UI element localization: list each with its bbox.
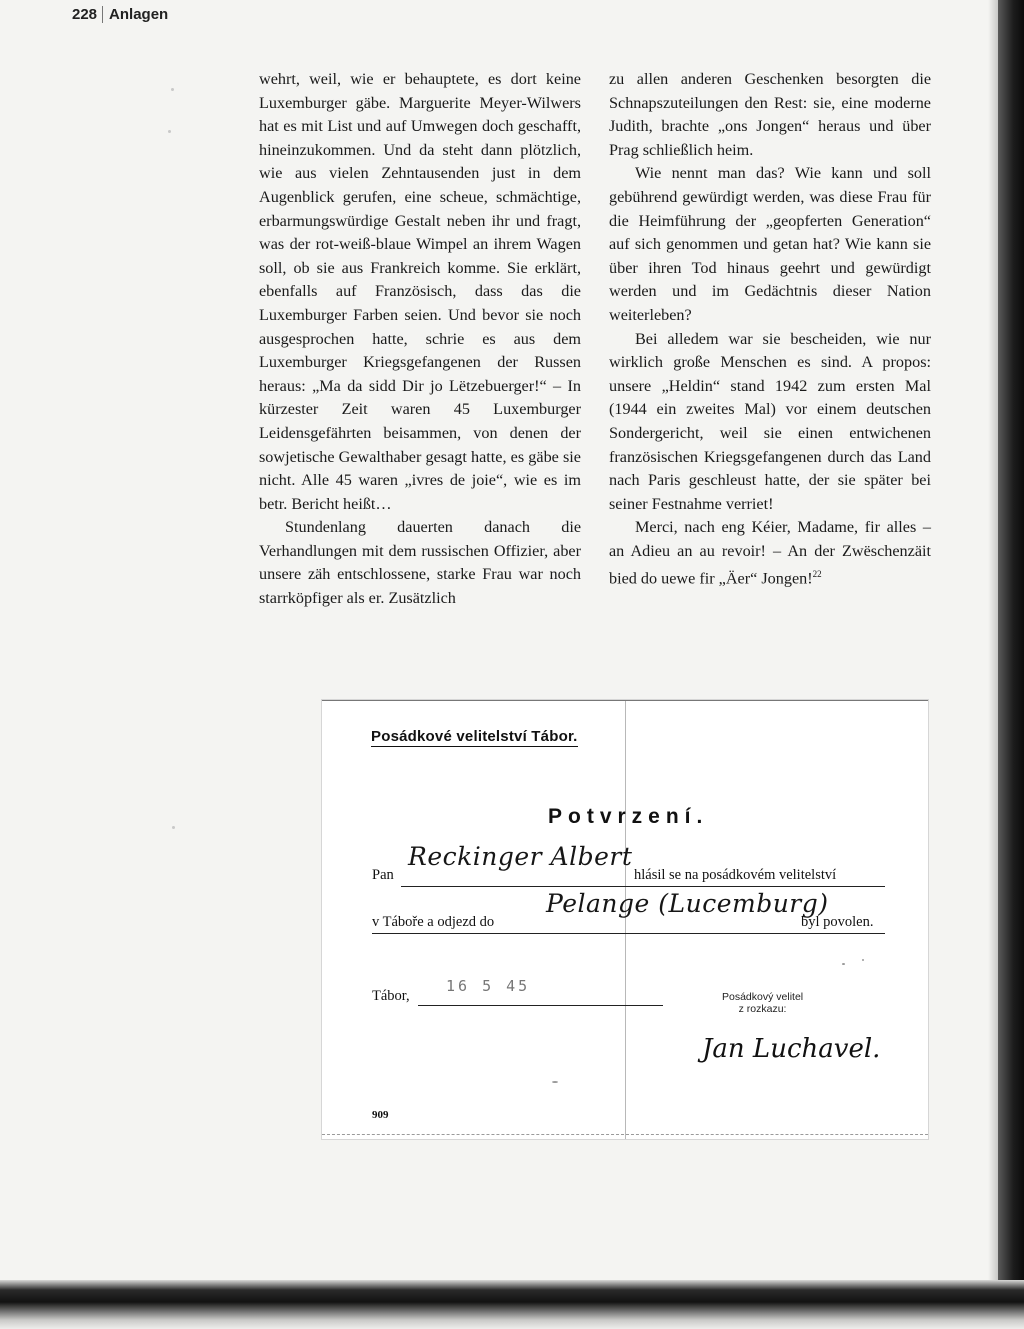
name-underline — [401, 886, 885, 887]
paragraph — [609, 516, 931, 591]
paragraph: wehrt, weil, wie er behauptete, es dort keine Luxemburger gäbe. Marguerite Meyer-Wilwers hat es mit List und auf Umwegen doch geschafft, hineinzukommen. Und da steht dann plötzlich, wie aus vielen Zehntausenden just in dem Augenblick gerufen, eine scheue, schmächtige, erbarmungswürdige Gestalt neben ihr und fragt, was der rot-weiß-blaue Wimpel an ihrem Wagen soll, ob sie aus Frankreich komme. Sie erklärt, ebenfalls auf Französisch, dass das die Luxemburger Farben seien. Und bevor sie noch ausgesprochen hatte, schrie es aus dem Luxemburger Kriegsgefangenen der Russen heraus: „Ma da sidd Dir jo Lëtzebuerger!“ – In kürzester Zeit waren 45 Luxemburger Leidensgefährten beisammen, von denen der sowjetische Gewalthaber gesagt hatte, es gäbe sie nicht. Alle 45 waren „ivres de joie“, wie es im betr. Bericht heißt… — [259, 70, 581, 513]
commander-block — [722, 991, 803, 1015]
commander-order: z rozkazu: — [738, 1003, 787, 1015]
destination-underline — [372, 933, 885, 934]
confirmation-document — [322, 700, 928, 1139]
page-edge-shadow — [998, 0, 1024, 1280]
handwritten-destination: Pelange (Lucemburg) — [546, 889, 829, 918]
page-number: 228 — [72, 6, 103, 23]
date-underline — [418, 1005, 663, 1006]
fold-line — [625, 701, 626, 1139]
bottom-binding-shadow — [0, 1280, 1024, 1329]
office-title: Posádkové velitelství Tábor. — [371, 728, 578, 745]
paragraph: Bei alledem war sie bescheiden, wie nur wirklich große Menschen es sind. A propos: unsere „Heldin“ stand 1942 zum ersten Mal (1944 ein zweites Mal) vor einem deutschen Sondergericht, weil sie einen entwichenen französischen Kriegsgefangenen durch das Land nach Paris geschleust hatte, der sie später bei seiner Festnahme verriet! — [609, 329, 931, 513]
margin-speck — [172, 826, 175, 829]
form-number: 909 — [372, 1109, 389, 1121]
paragraph: zu allen anderen Geschenken besorgten die Schnapszuteilungen den Rest: sie, eine moderne Judith, brachte „ons Jongen“ heraus und über Prag schließlich heim. — [609, 70, 931, 159]
running-head — [72, 6, 168, 23]
destination-suffix: byl povolen. — [801, 914, 874, 930]
paragraph: Wie nennt man das? Wie kann und soll gebührend gewürdigt werden, was diese Frau für die Heimführung der „geopferten Generation“ auf sich genommen und getan hat? Wie kann sie über ihren Tod hinaus geehrt und gewürdigt werden und im Gedächtnis dieser Nation weiterleben? — [609, 164, 931, 324]
handwritten-name: Reckinger Albert — [408, 842, 633, 871]
paper-speck — [862, 959, 864, 961]
footnote-marker: 22 — [812, 569, 822, 580]
name-suffix: hlásil se na posádkovém velitelství — [634, 867, 837, 883]
section-title: Anlagen — [109, 6, 169, 23]
destination-prefix: v Táboře a odjezd do — [372, 914, 495, 930]
paragraph-text: Merci, nach eng Kéier, Madame, fir alles – an Adieu an au revoir! – An der Zwëschenzäit bied do uewe fir „Äer“ Jongen! — [609, 518, 931, 588]
text-column-right — [609, 68, 931, 591]
page-edge-gradient — [988, 0, 998, 1280]
margin-speck — [168, 130, 171, 133]
date-stamp: 16 5 45 — [446, 977, 531, 995]
commander-title: Posádkový velitel — [722, 991, 804, 1003]
margin-speck — [171, 88, 174, 91]
document-heading: Potvrzení. — [548, 805, 709, 828]
signature: Jan Luchavel. — [702, 1034, 881, 1064]
fold-line-bottom — [322, 1134, 928, 1135]
place-label: Tábor, — [372, 988, 410, 1004]
paper-speck — [842, 963, 845, 965]
name-prefix: Pan — [372, 867, 394, 883]
paragraph: Stundenlang dauerten danach die Verhandlungen mit dem russischen Offizier, aber unsere zäh entschlossene, starke Frau war noch starrköpfiger als er. Zusätzlich — [259, 518, 581, 608]
text-column-left — [259, 68, 581, 611]
paper-speck — [552, 1081, 558, 1083]
